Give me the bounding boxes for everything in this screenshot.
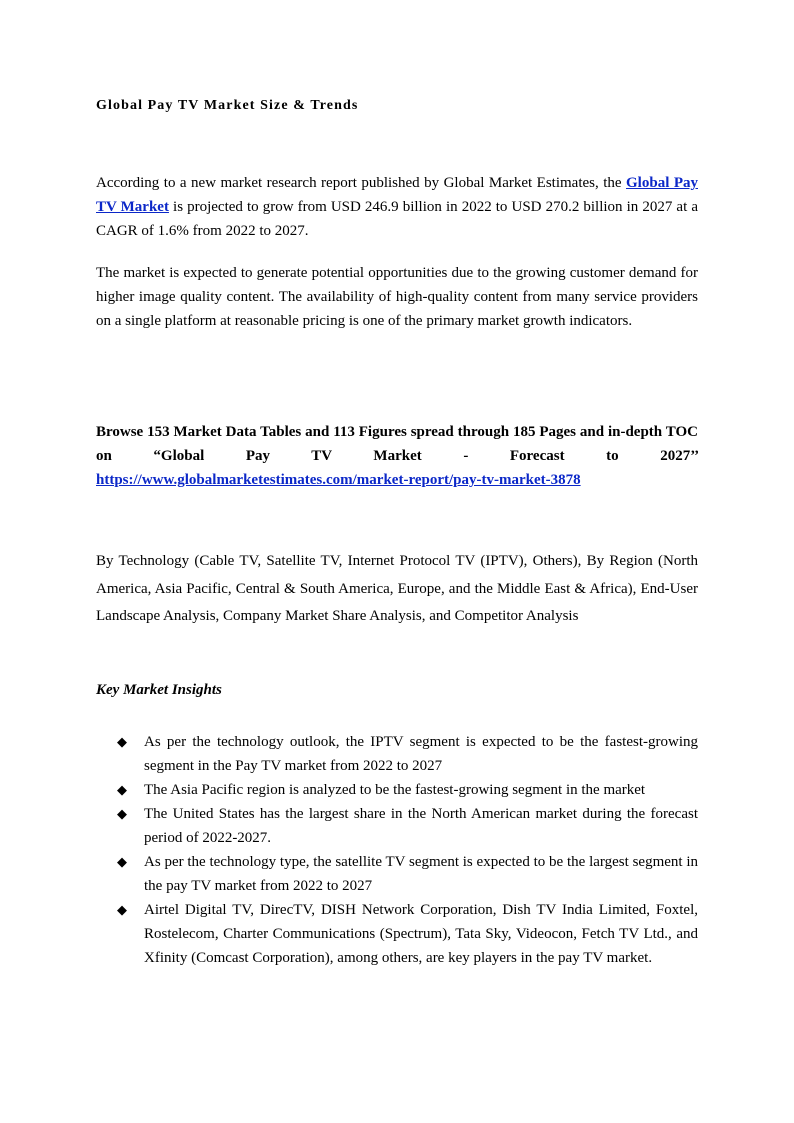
insight-text: Airtel Digital TV, DirecTV, DISH Network Corporation, Dish TV India Limited, Foxtel, Rostelecom, Charter Communications (Spectrum), Tata Sky, Videocon, Fetch TV Ltd., and Xfinity (Comcast Corporation), among others, are key players in the pay TV market. xyxy=(144,902,698,966)
diamond-bullet-icon: ◆ xyxy=(117,902,127,917)
report-url-link[interactable]: https://www.globalmarketestimates.com/market-report/pay-tv-market-3878 xyxy=(96,472,581,489)
insight-item xyxy=(96,850,698,898)
browse-text: Browse 153 Market Data Tables and 113 Figures spread through 185 Pages and in-depth TOC on “Global Pay TV Market - Forecast to 2027’’ xyxy=(96,424,698,465)
key-market-insights-heading: Key Market Insights xyxy=(96,682,222,698)
global-pay-tv-market-link[interactable]: Global Pay TV Market xyxy=(96,175,698,216)
intro-paragraph xyxy=(96,171,698,244)
insight-item xyxy=(96,730,698,778)
insight-text: The Asia Pacific region is analyzed to be the fastest-growing segment in the market xyxy=(144,782,646,798)
diamond-bullet-icon: ◆ xyxy=(117,806,127,821)
insight-item xyxy=(96,778,698,802)
intro-text-after-link: is projected to grow from USD 246.9 billion in 2022 to USD 270.2 billion in 2027 at a CAGR of 1.6% from 2022 to 2027. xyxy=(96,199,698,240)
diamond-bullet-icon: ◆ xyxy=(117,734,127,749)
insight-text: The United States has the largest share in the North American market during the forecast period of 2022-2027. xyxy=(144,806,698,846)
insights-list xyxy=(96,730,698,970)
document-title: Global Pay TV Market Size & Trends xyxy=(96,98,359,113)
intro-text-before-link: According to a new market research report published by Global Market Estimates, the xyxy=(96,175,627,191)
insight-item xyxy=(96,802,698,850)
diamond-bullet-icon: ◆ xyxy=(117,782,127,797)
market-opportunities-paragraph: The market is expected to generate potential opportunities due to the growing customer demand for higher image quality content. The availability of high-quality content from many service providers on a single platform at reasonable pricing is one of the primary market growth indicators. xyxy=(96,265,698,330)
segments-paragraph: By Technology (Cable TV, Satellite TV, Internet Protocol TV (IPTV), Others), By Region (North America, Asia Pacific, Central & South America, Europe, and the Middle East & Africa), End-User Landscape Analysis, Company Market Share Analysis, and Competitor Analysis xyxy=(96,553,698,625)
insight-text: As per the technology type, the satellite TV segment is expected to be the largest segment in the pay TV market from 2022 to 2027 xyxy=(144,854,698,894)
browse-paragraph xyxy=(96,420,698,493)
diamond-bullet-icon: ◆ xyxy=(117,854,127,869)
insight-item xyxy=(96,898,698,970)
insight-text: As per the technology outlook, the IPTV segment is expected to be the fastest-growing segment in the Pay TV market from 2022 to 2027 xyxy=(144,734,698,774)
